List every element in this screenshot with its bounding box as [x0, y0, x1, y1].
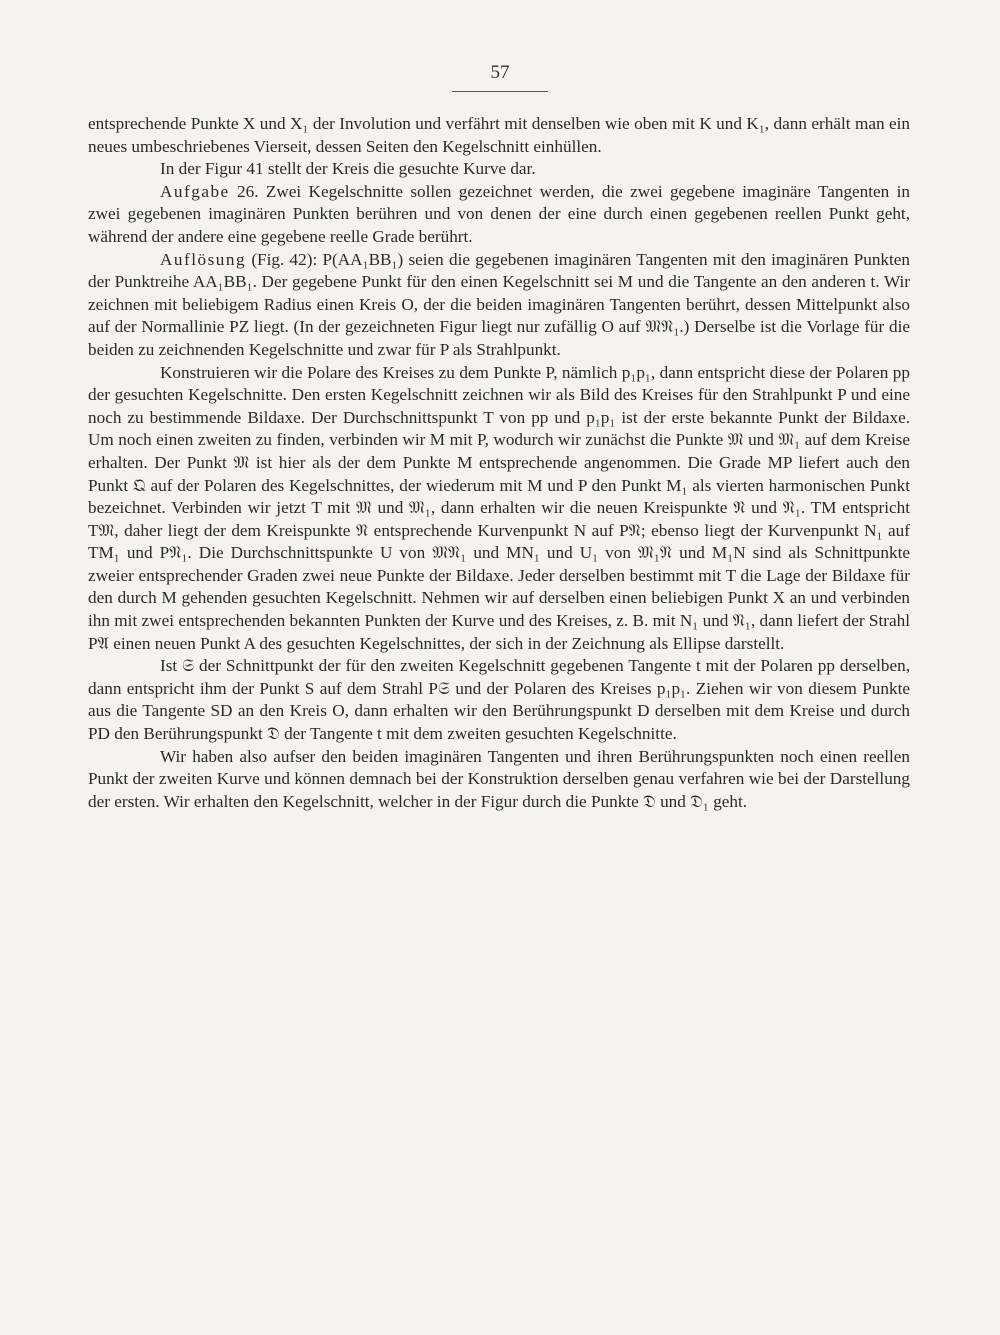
body-text [88, 113, 910, 813]
paragraph-schluss [88, 746, 910, 814]
paragraph-aufgabe-26 [88, 181, 910, 249]
paragraph-lead: Auflösung [160, 249, 247, 269]
paragraph-text: Konstruieren wir die Polare des Kreises zu dem Punkte P, nämlich p₁p₁, dann entspricht diese der Polaren pp der gesuchten Kegelschnitte. Den ersten Kegelschnitt zeichnen wir als Bild des Kreises für den Strahlpunkt P und eine noch zu bestimmende Bildaxe. Der Durchschnittspunkt T von pp und p₁p₁ ist der erste bekannte Punkt der Bildaxe. Um noch einen zweiten zu finden, verbinden wir M mit P, wodurch wir zunächst die Punkte 𝔐 und 𝔐₁ auf dem Kreise erhalten. Der Punkt 𝔐 ist hier als der dem Punkte M entsprechende angenommen. Die Grade MP liefert auch den Punkt 𝔔 auf der Polaren des Kegelschnittes, der wiederum mit M und P den Punkt M₁ als vierten harmonischen Punkt bezeichnet. Verbinden wir jetzt T mit 𝔐 und 𝔐₁, dann erhalten wir die neuen Kreispunkte 𝔑 und 𝔑₁. TM entspricht T𝔐, daher liegt der dem Kreispunkte 𝔑 entsprechende Kurvenpunkt N auf P𝔑; ebenso liegt der Kurvenpunkt N₁ auf TM₁ und P𝔑₁. Die Durchschnittspunkte U von 𝔐𝔑₁ und MN₁ und U₁ von 𝔐₁𝔑 und M₁N sind als Schnittpunkte zweier entsprechender Graden zwei neue Punkte der Bildaxe. Jeder derselben bestimmt mit T die Lage der Bildaxe für den durch M gehenden gesuchten Kegelschnitt. Nehmen wir auf derselben einen beliebigen Punkt X an und verbinden ihn mit zwei entsprechenden bekannten Punkten der Kurve und des Kreises, z. B. mit N₁ und 𝔑₁, dann liefert der Strahl P𝔄 einen neuen Punkt A des gesuchten Kegelschnittes, der sich in der Zeichnung als Ellipse darstellt. [88, 362, 910, 653]
paragraph-text: 26. Zwei Kegelschnitte sollen gezeichnet werden, die zwei gegebene imaginäre Tangenten in zwei gegebenen imaginären Punkten berühren und von denen der eine durch einen gegebenen reellen Punkt geht, während der andere eine gegebene reelle Grade berührt. [88, 181, 910, 246]
paragraph-lead: Aufgabe [160, 181, 230, 201]
paragraph-text: Ist 𝔖 der Schnittpunkt der für den zweiten Kegelschnitt gegebenen Tangente t mit der Polaren pp derselben, dann entspricht ihm der Punkt S auf dem Strahl P𝔖 und der Polaren des Kreises p₁p₁. Ziehen wir von diesem Punkte aus die Tangente SD an den Kreis O, dann erhalten wir den Berührungspunkt D derselben mit dem Kreise und durch PD den Berührungspunkt 𝔇 der Tangente t mit dem zweiten gesuchten Kegelschnitte. [88, 656, 910, 744]
paragraph-text: In der Figur 41 stellt der Kreis die gesuchte Kurve dar. [160, 159, 536, 179]
paragraph-text: Wir haben also aufser den beiden imaginären Tangenten und ihren Berührungspunkten noch einen reellen Punkt der zweiten Kurve und können demnach bei der Konstruktion derselben genau verfahren wie bei der Darstellung der ersten. Wir erhalten den Kegelschnitt, welcher in der Figur durch die Punkte 𝔇 und 𝔇₁ geht. [88, 746, 910, 811]
paragraph-continuation [88, 113, 910, 158]
page-number: 57 [490, 62, 510, 83]
paragraph-konstruieren [88, 362, 910, 656]
paragraph-figure-41 [88, 158, 910, 181]
paragraph-aufloesung [88, 249, 910, 362]
header-rule [452, 91, 548, 92]
paragraph-text: entsprechende Punkte X und X₁ der Involution und verfährt mit denselben wie oben mit K und K₁, dann erhält man ein neues umbeschriebenes Vierseit, dessen Seiten den Kegelschnitt einhüllen. [88, 114, 910, 156]
paragraph-zweiter-kegelschnitt [88, 655, 910, 745]
paragraph-text: (Fig. 42): P(AA₁BB₁) seien die gegebenen imaginären Tangenten mit den imaginären Punkten der Punktreihe AA₁BB₁. Der gegebene Punkt für den einen Kegelschnitt sei M und die Tangente an den anderen t. Wir zeichnen mit beliebigem Radius einen Kreis O, der die beiden imaginären Tangenten berührt, dessen Mittelpunkt also auf der Normallinie PZ liegt. (In der gezeichneten Figur liegt nur zufällig O auf 𝔐𝔑₁.) Derselbe ist die Vorlage für die beiden zu zeichnenden Kegelschnitte und zwar für P als Strahlpunkt. [88, 249, 910, 359]
